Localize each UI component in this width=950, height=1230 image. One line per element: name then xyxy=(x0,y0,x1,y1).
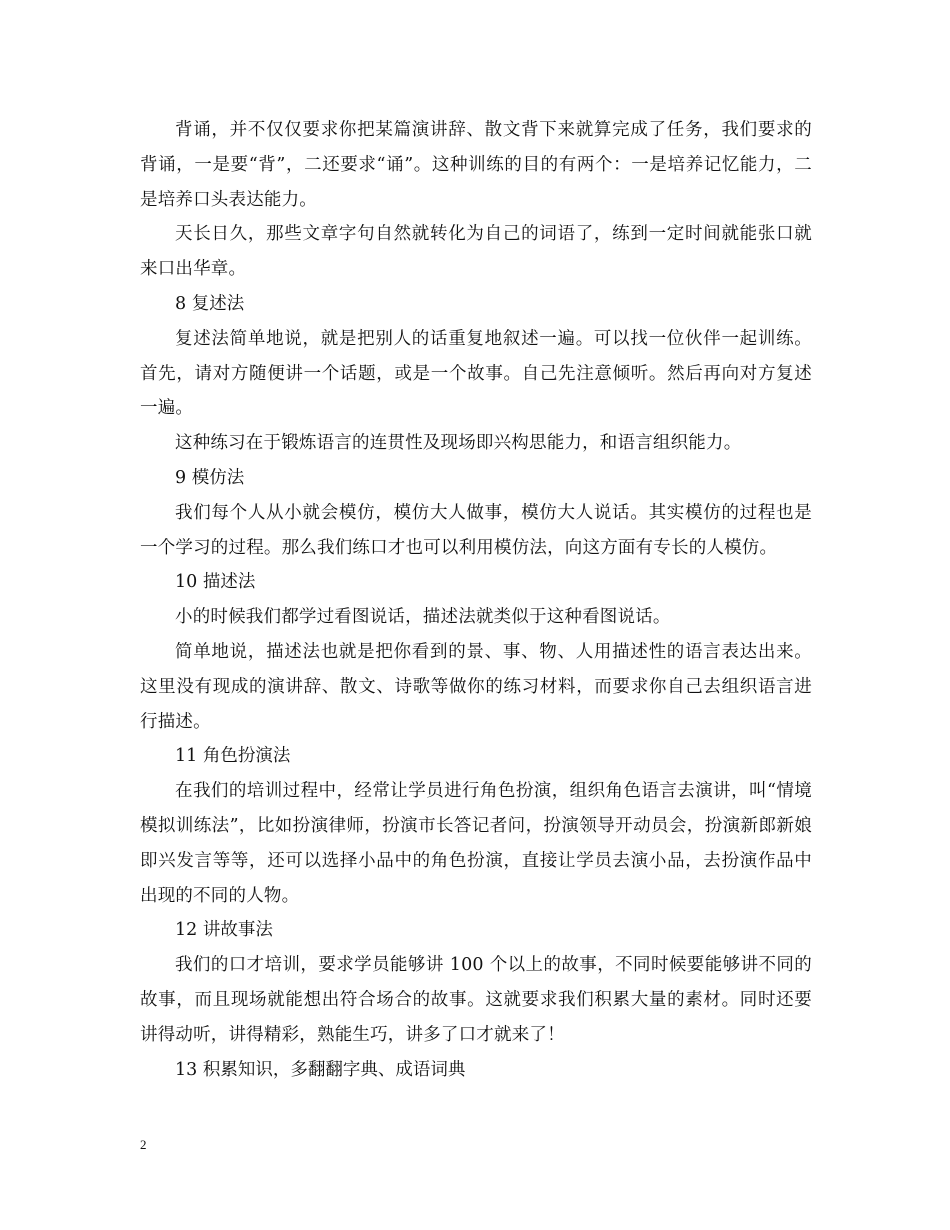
section-heading-8: 8 复述法 xyxy=(175,293,245,314)
paragraph-retelling-purpose: 这种练习在于锻炼语言的连贯性及现场即兴构思能力，和语言组织能力。 xyxy=(175,433,742,454)
section-heading-11: 11 角色扮演法 xyxy=(175,746,291,767)
paragraph-storytelling: 我们的口才培训，要求学员能够讲 100 个以上的故事，不同时候要能够讲不同的故事，而且现场就能想出符合场合的故事。这就要求我们积累大量的素材。同时还要讲得动听，讲得精彩，熟能生巧，讲多了口才就来了！ xyxy=(140,955,812,1045)
section-heading-12: 12 讲故事法 xyxy=(175,920,273,941)
paragraph-description-intro: 小的时候我们都学过看图说话，描述法就类似于这种看图说话。 xyxy=(175,607,671,628)
paragraph-recitation-result: 天长日久，那些文章字句自然就转化为自己的词语了，练到一定时间就能张口就来口出华章。 xyxy=(140,224,812,280)
paragraph-role-play: 在我们的培训过程中，经常让学员进行角色扮演，组织角色语言去演讲，叫“情境模拟训练法”，比如扮演律师，扮演市长答记者问，扮演领导开动员会，扮演新郎新娘即兴发言等等，还可以选择小品中的角色扮演，直接让学员去演小品，去扮演作品中出现的不同的人物。 xyxy=(140,781,812,906)
paragraph-imitation: 我们每个人从小就会模仿，模仿大人做事，模仿大人说话。其实模仿的过程也是一个学习的过程。那么我们练口才也可以利用模仿法，向这方面有专长的人模仿。 xyxy=(140,502,812,558)
page-number: 2 xyxy=(140,1137,147,1152)
paragraph-retelling-method: 复述法简单地说，就是把别人的话重复地叙述一遍。可以找一位伙伴一起训练。首先，请对方随便讲一个话题，或是一个故事。自己先注意倾听。然后再向对方复述一遍。 xyxy=(140,328,812,419)
paragraph-description-method: 简单地说，描述法也就是把你看到的景、事、物、人用描述性的语言表达出来。这里没有现成的演讲辞、散文、诗歌等做你的练习材料，而要求你自己去组织语言进行描述。 xyxy=(140,641,812,732)
section-heading-10: 10 描述法 xyxy=(175,572,256,593)
paragraph-recitation: 背诵，并不仅仅要求你把某篇演讲辞、散文背下来就算完成了任务，我们要求的背诵，一是要“背”，二还要求“诵”。这种训练的目的有两个：一是培养记忆能力，二是培养口头表达能力。 xyxy=(140,120,812,210)
section-heading-9: 9 模仿法 xyxy=(175,467,245,488)
section-heading-13: 13 积累知识，多翻翻字典、成语词典 xyxy=(175,1059,466,1080)
document-body xyxy=(140,113,812,1087)
